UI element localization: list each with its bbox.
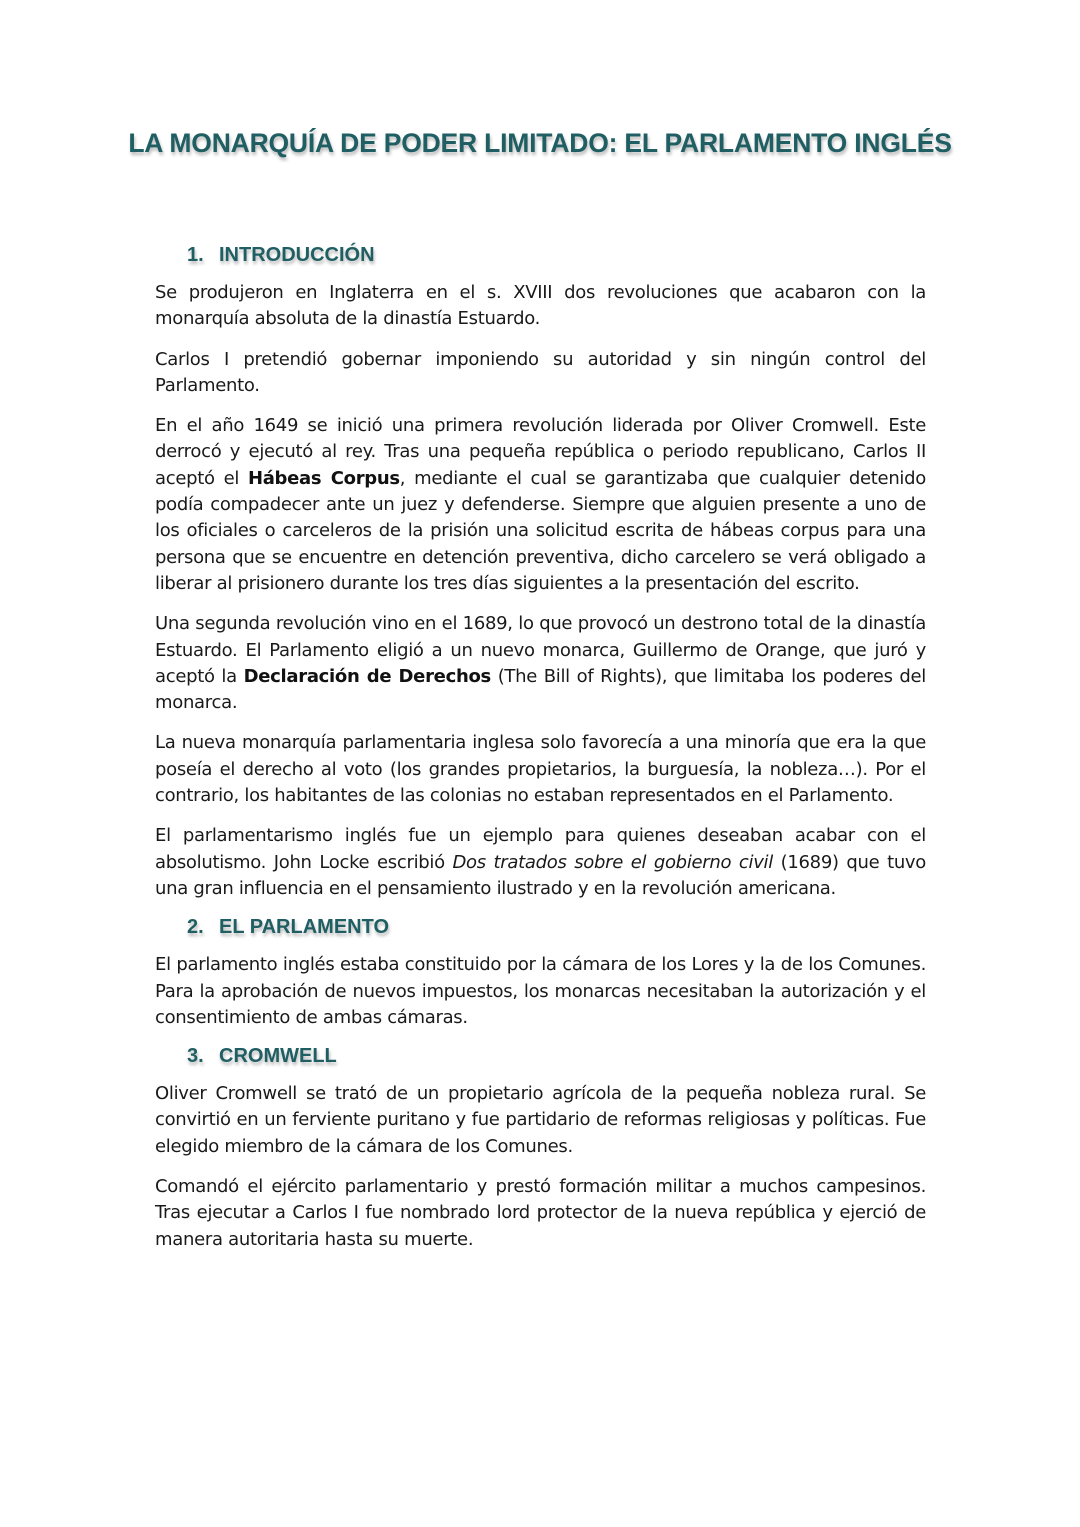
section-number: 2.: [187, 916, 204, 939]
bold-term-habeas-corpus: Hábeas Corpus: [247, 467, 400, 489]
section-number: 1.: [187, 244, 204, 266]
paragraph-text: , mediante el cual se garantizaba que cualquier detenido podía compadecer ante un juez y defenderse. Siempre que alguien presente a uno de los oficiales o carceleros de la prisión una solicitud escrita de hábeas corpus para una persona que se encuentre en detención preventiva, dicho carcelero se verá obligado a liberar al prisionero durante los tres días siguientes a la presentación del escrito.: [155, 467, 926, 594]
italic-book-title: Dos tratados sobre el gobierno civil: [452, 851, 773, 873]
paragraph-text: En el año 1649 se inició una primera revolución liderada por Oliver Cromwell. Este derrocó y ejecutó al rey. Tras una pequeña república o periodo republicano, Carlos II aceptó el: [155, 415, 926, 489]
section-title: EL PARLAMENTO: [219, 916, 390, 939]
document-body: [155, 240, 926, 1253]
section-heading-cromwell: [155, 1041, 926, 1071]
document-title: LA MONARQUÍA DE PODER LIMITADO: EL PARLAMENTO INGLÉS: [128, 128, 952, 158]
paragraph-declaracion-derechos: [155, 611, 926, 716]
paragraph: Comandó el ejército parlamentario y prestó formación militar a muchos campesinos. Tras ejecutar a Carlos I fue nombrado lord protector de la nueva república y ejerció de manera autoritaria hasta su muerte.: [155, 1176, 926, 1250]
section-heading-introduccion: [155, 240, 926, 270]
paragraph-text: (1689) que tuvo una gran influencia en el pensamiento ilustrado y en la revolución americana.: [155, 851, 927, 899]
paragraph: Carlos I pretendió gobernar imponiendo su autoridad y sin ningún control del Parlamento.: [155, 348, 926, 396]
paragraph: Oliver Cromwell se trató de un propietario agrícola de la pequeña nobleza rural. Se convirtió en un ferviente puritano y fue partidario de reformas religiosas y políticas. Fue elegido miembro de la cámara de los Comunes.: [155, 1083, 926, 1157]
paragraph: Se produjeron en Inglaterra en el s. XVIII dos revoluciones que acabaron con la monarquía absoluta de la dinastía Estuardo.: [155, 282, 926, 330]
paragraph-text: El parlamentarismo inglés fue un ejemplo para quienes deseaban acabar con el absolutismo. John Locke escribió: [155, 825, 926, 873]
paragraph-text: Una segunda revolución vino en el 1689, lo que provocó un destrono total de la dinastía Estuardo. El Parlamento eligió a un nuevo monarca, Guillermo de Orange, que juró y aceptó la: [155, 613, 926, 687]
paragraph-habeas-corpus: [155, 413, 926, 597]
section-title: INTRODUCCIÓN: [219, 244, 375, 266]
paragraph: El parlamento inglés estaba constituido por la cámara de los Lores y la de los Comunes. Para la aprobación de nuevos impuestos, los monarcas necesitaban la autorización y el consentimiento de ambas cámaras.: [155, 954, 926, 1028]
paragraph-text: (The Bill of Rights), que limitaba los poderes del monarca.: [155, 665, 926, 714]
paragraph-john-locke: [155, 823, 926, 902]
bold-term-declaracion-de-derechos: Declaración de Derechos: [243, 665, 491, 687]
section-heading-el-parlamento: [155, 912, 926, 942]
paragraph: La nueva monarquía parlamentaria inglesa solo favorecía a una minoría que era la que poseía el derecho al voto (los grandes propietarios, la burguesía, la nobleza…). Por el contrario, los habitantes de las colonias no estaban representados en el Parlamento.: [155, 732, 926, 807]
section-number: 3.: [187, 1045, 204, 1068]
section-title: CROMWELL: [219, 1045, 337, 1068]
